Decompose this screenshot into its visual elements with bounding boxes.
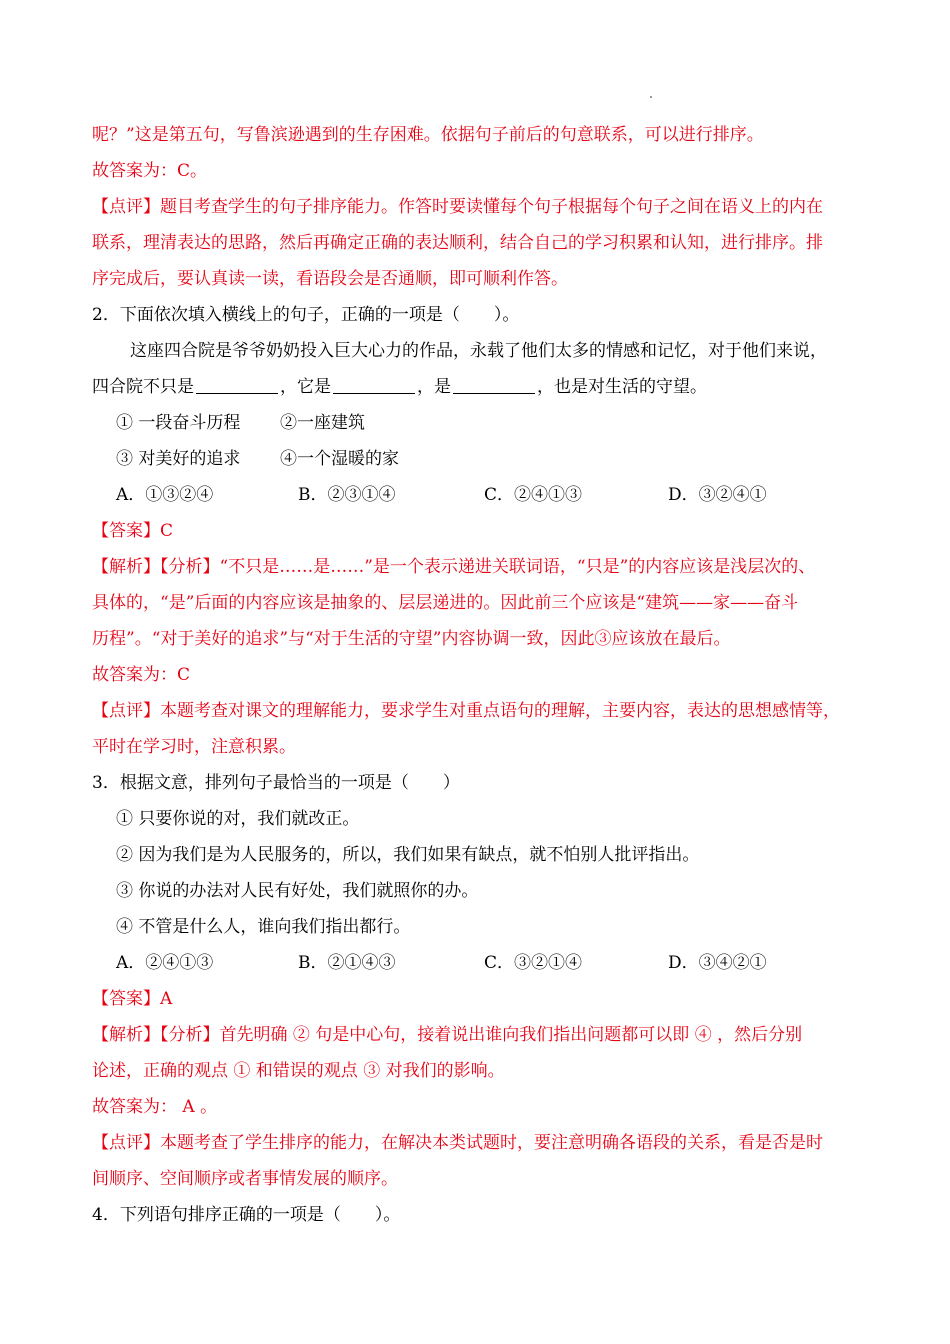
question-4-title: 4．下列语句排序正确的一项是（ ）。 (92, 1205, 401, 1225)
answer-summary: 故答案为： A 。 (92, 1097, 218, 1117)
item-2: ②一座建筑 (280, 413, 365, 433)
passage-text: ，它是 (280, 377, 331, 397)
page-mark (650, 96, 652, 98)
comment-line: 平时在学习时，注意积累。 (92, 737, 296, 757)
option-a: A．②④①③ (116, 953, 214, 973)
option-d: D．③④②① (668, 953, 767, 973)
item-4: ④ 不管是什么人，谁向我们指出都行。 (116, 917, 411, 937)
analysis-line: 具体的，“是”后面的内容应该是抽象的、层层递进的。因此前三个应该是“建筑——家——奋斗 (92, 593, 799, 613)
blank-1 (196, 376, 278, 394)
option-b: B．②①④③ (298, 953, 396, 973)
blank-3 (453, 376, 535, 394)
answer: 【答案】A (92, 989, 173, 1009)
analysis-line: 论述，正确的观点 ① 和错误的观点 ③ 对我们的影响。 (92, 1061, 505, 1081)
analysis-line: 历程”。“对于美好的追求”与“对于生活的守望”内容协调一致，因此③应该放在最后。 (92, 629, 731, 649)
passage-text: ，是 (417, 377, 451, 397)
item-2: ② 因为我们是为人民服务的，所以，我们如果有缺点，就不怕别人批评指出。 (116, 845, 700, 865)
text-line: 故答案为：C。 (92, 161, 208, 181)
question-2-passage-cont (92, 375, 872, 399)
comment-line: 联系，理清表达的思路，然后再确定正确的表达顺利，结合自己的学习积累和认知，进行排序。排 (92, 233, 823, 253)
question-2-title: 2．下面依次填入横线上的句子，正确的一项是（ ）。 (92, 305, 520, 325)
item-1: ① 只要你说的对，我们就改正。 (116, 809, 360, 829)
option-c: C．②④①③ (484, 485, 583, 505)
text-line: 呢？”这是第五句，写鲁滨逊遇到的生存困难。依据句子前后的句意联系，可以进行排序。 (92, 125, 764, 145)
option-d: D．③②④① (668, 485, 767, 505)
comment-line: 间顺序、空间顺序或者事情发展的顺序。 (92, 1169, 398, 1189)
option-a: A．①③②④ (116, 485, 214, 505)
answer: 【答案】C (92, 521, 174, 541)
comment-line: 序完成后，要认真读一读，看语段会是否通顺，即可顺利作答。 (92, 269, 568, 289)
comment-line: 【点评】本题考查对课文的理解能力，要求学生对重点语句的理解，主要内容，表达的思想感情等， (92, 701, 840, 721)
item-4: ④一个湿暖的家 (280, 449, 399, 469)
item-3: ③ 对美好的追求 (116, 449, 241, 469)
question-2-passage: 这座四合院是爷爷奶奶投入巨大心力的作品，永载了他们太多的情感和记忆，对于他们来说， (130, 341, 827, 361)
passage-text: 四合院不只是 (92, 377, 194, 397)
passage-text: ，也是对生活的守望。 (537, 377, 707, 397)
item-1: ① 一段奋斗历程 (116, 413, 241, 433)
blank-2 (333, 376, 415, 394)
item-3: ③ 你说的办法对人民有好处，我们就照你的办。 (116, 881, 479, 901)
comment-line: 【点评】本题考查了学生排序的能力，在解决本类试题时，要注意明确各语段的关系，看是否是时 (92, 1133, 823, 1153)
question-3-title: 3．根据文意，排列句子最恰当的一项是（ ） (92, 773, 460, 793)
analysis-line: 【解析】【分析】首先明确 ② 句是中心句，接着说出谁向我们指出问题都可以即 ④ ，然后分别 (92, 1025, 803, 1045)
comment-line: 【点评】题目考查学生的句子排序能力。作答时要读懂每个句子根据每个句子之间在语义上的内在 (92, 197, 823, 217)
analysis-line: 【解析】【分析】“不只是……是……”是一个表示递进关联词语，“只是”的内容应该是浅层次的、 (92, 557, 816, 577)
option-c: C．③②①④ (484, 953, 583, 973)
answer-summary: 故答案为：C (92, 665, 191, 685)
option-b: B．②③①④ (298, 485, 396, 505)
